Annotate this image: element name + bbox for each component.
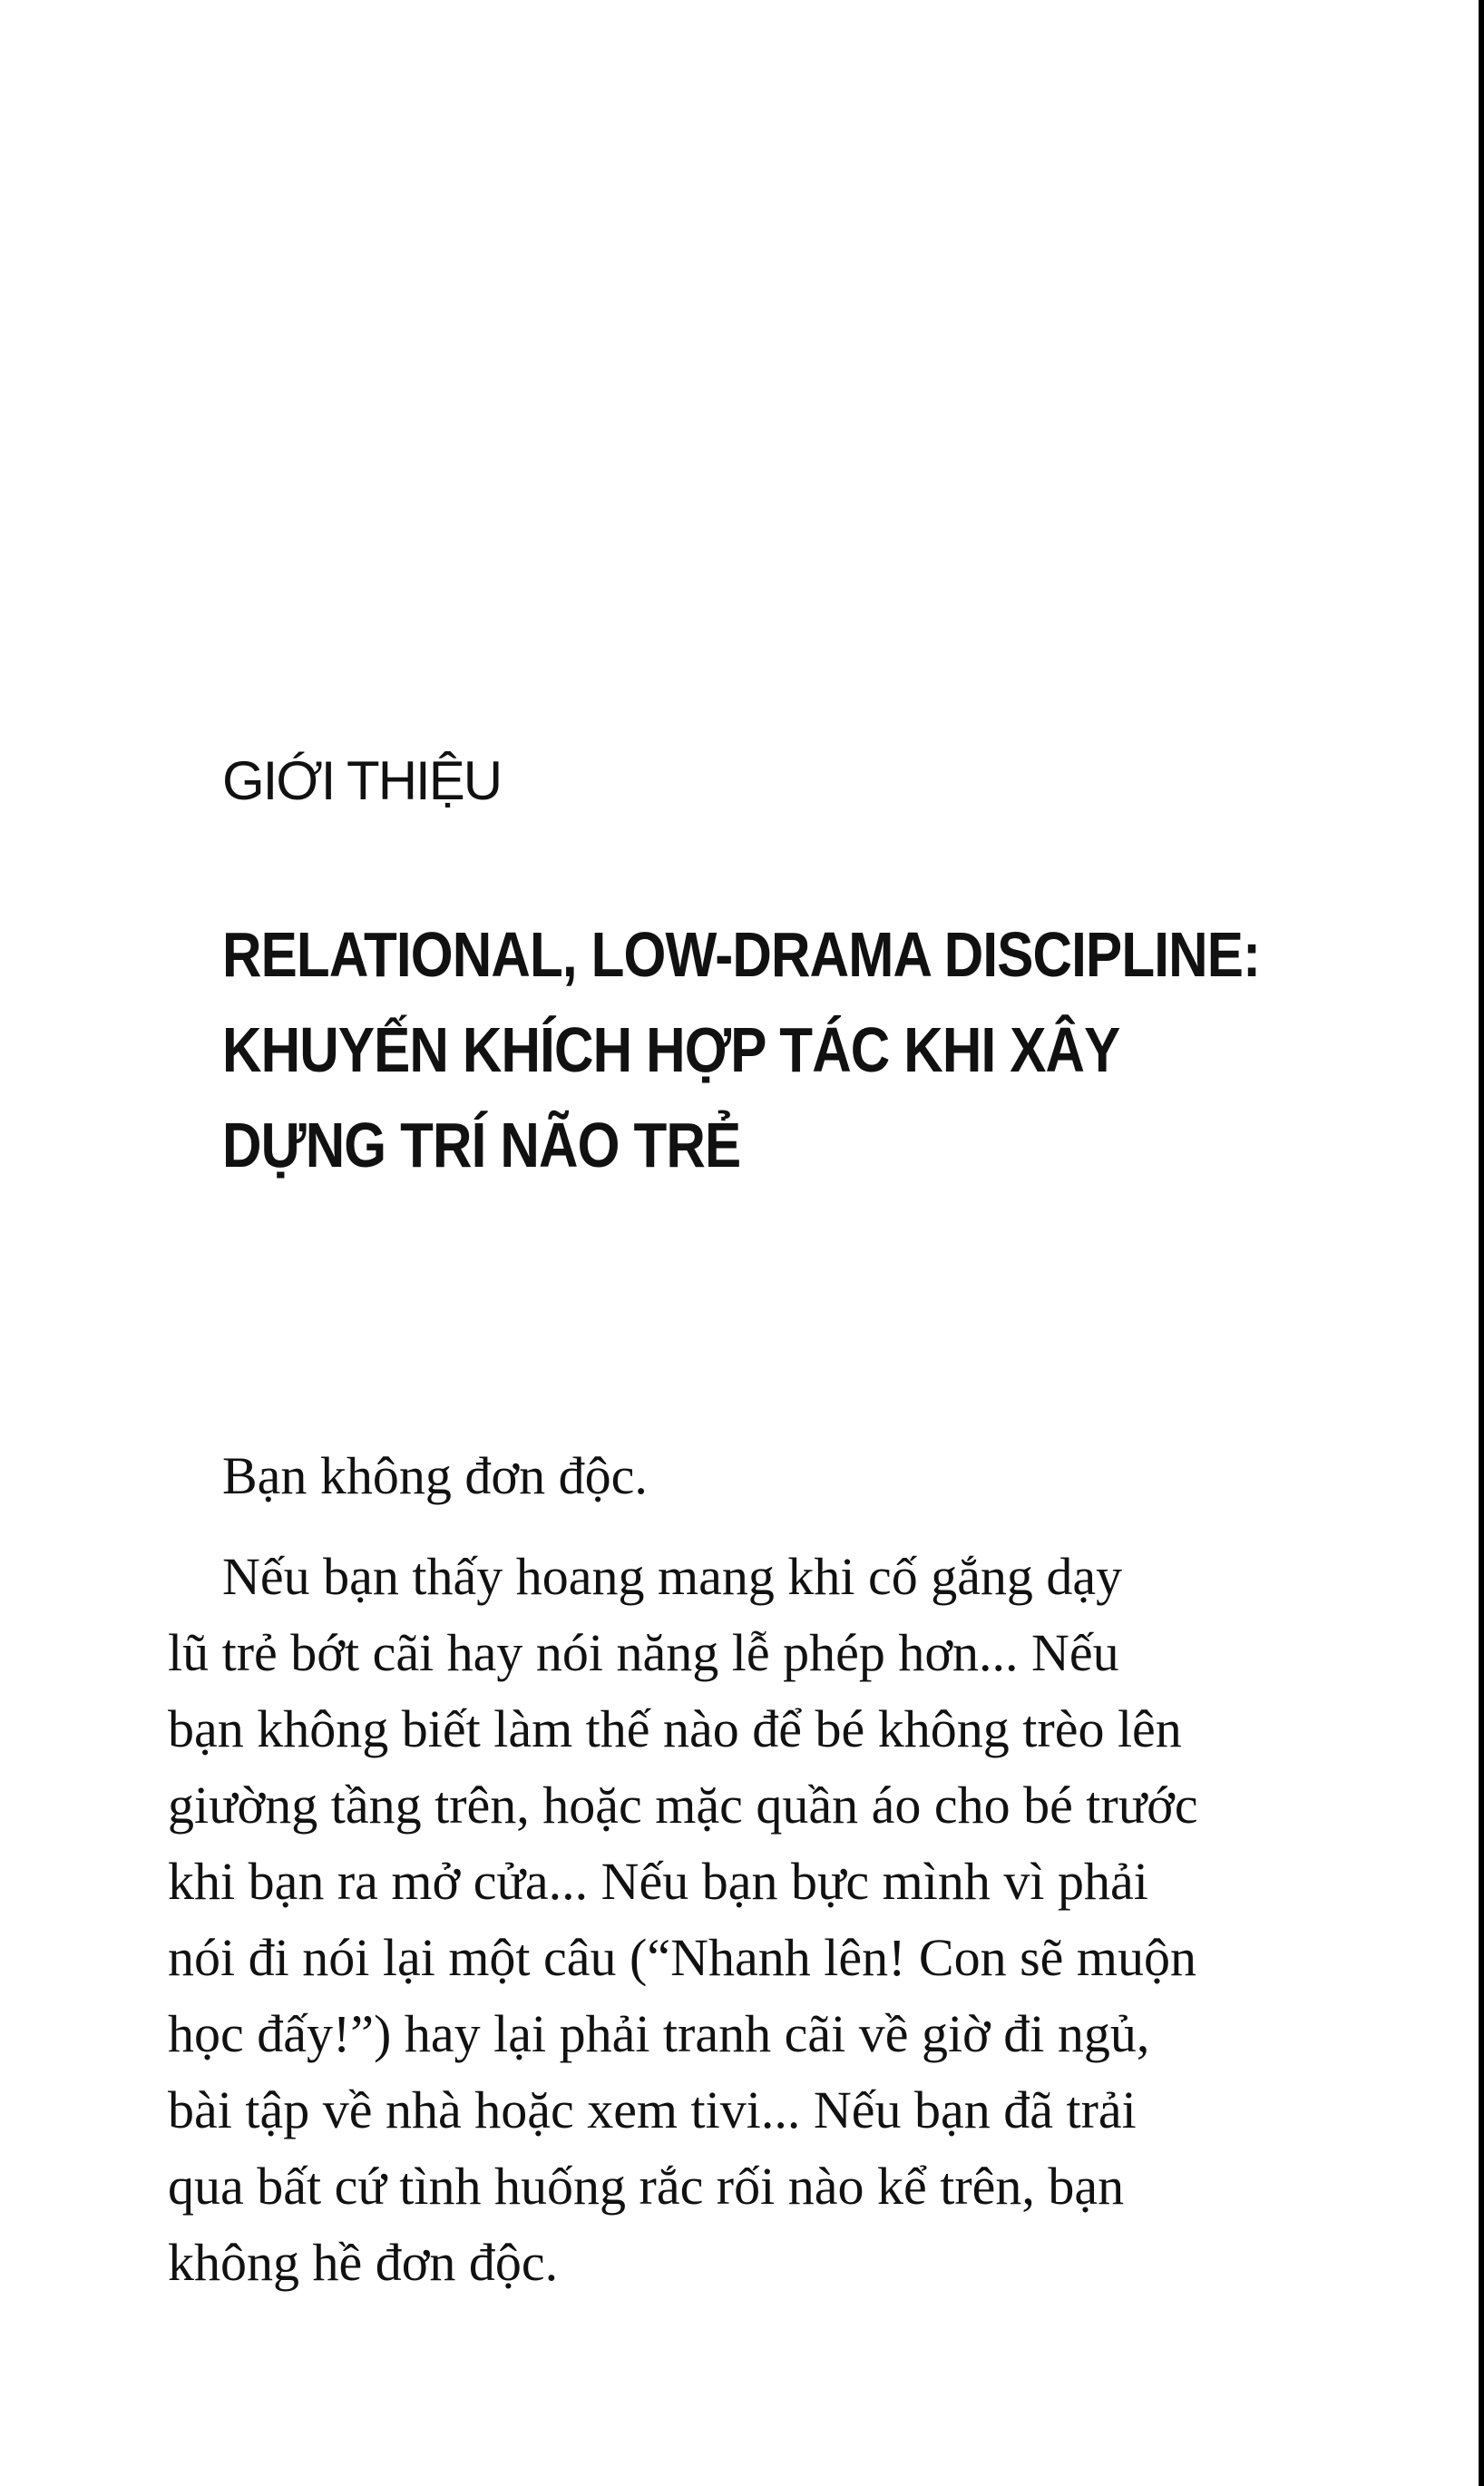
- opening-line: Bạn không đơn độc.: [222, 1446, 648, 1505]
- body-text: [168, 1438, 1284, 2301]
- chapter-title-line: KHUYẾN KHÍCH HỢP TÁC KHI XÂY: [222, 1014, 1120, 1085]
- paragraph-line: qua bất cứ tình huống rắc rối nào kể trên, bạn: [168, 2157, 1125, 2216]
- section-label: GIỚI THIỆU: [222, 750, 502, 811]
- chapter-title-line: RELATIONAL, LOW-DRAMA DISCIPLINE:: [222, 919, 1261, 990]
- paragraph-line: giường tầng trên, hoặc mặc quần áo cho bé trước: [168, 1776, 1198, 1835]
- paragraph-line: không hề đơn độc.: [168, 2233, 559, 2292]
- paragraph-line: bài tập về nhà hoặc xem tivi... Nếu bạn đã trải: [168, 2080, 1137, 2139]
- paragraph-line: Nếu bạn thấy hoang mang khi cố gắng dạy: [222, 1547, 1123, 1606]
- paragraph-line: lũ trẻ bớt cãi hay nói năng lễ phép hơn... Nếu: [168, 1623, 1119, 1682]
- chapter-title: [222, 907, 1261, 1193]
- paragraph-line: nói đi nói lại một câu (“Nhanh lên! Con sẽ muộn: [168, 1928, 1197, 1987]
- paragraph-line: khi bạn ra mở cửa... Nếu bạn bực mình vì phải: [168, 1852, 1148, 1911]
- chapter-title-line: DỰNG TRÍ NÃO TRẺ: [222, 1110, 741, 1180]
- paragraph-line: bạn không biết làm thế nào để bé không trèo lên: [168, 1699, 1182, 1758]
- paragraph-line: học đấy!”) hay lại phải tranh cãi về giờ đi ngủ,: [168, 2004, 1150, 2063]
- main-paragraph: [168, 1539, 1284, 2301]
